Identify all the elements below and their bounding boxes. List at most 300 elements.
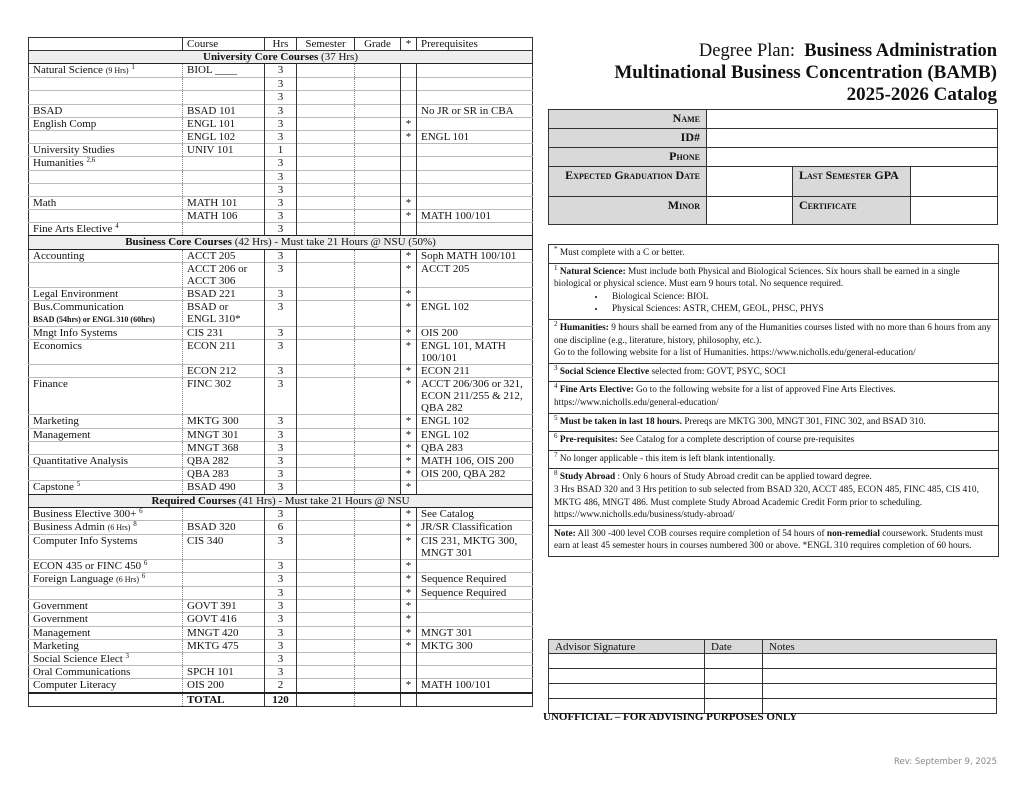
grade-cell[interactable] [355,287,401,300]
course-code: MATH 101 [183,196,265,209]
grade-cell[interactable] [355,327,401,340]
footnote-heading: Note: [554,528,576,539]
notes-header: Notes [763,640,997,654]
semester-cell[interactable] [297,287,355,300]
grade-cell[interactable] [355,196,401,209]
prerequisites: OIS 200 [417,327,533,340]
grade-cell[interactable] [355,157,401,170]
credit-hours: 3 [265,301,297,327]
section-header [29,51,533,64]
grade-cell[interactable] [355,441,401,454]
semester-cell[interactable] [297,223,355,236]
semester-cell[interactable] [297,600,355,613]
grade-cell[interactable] [355,378,401,415]
minor-field[interactable] [707,197,793,225]
course-row [29,415,533,428]
grade-cell[interactable] [355,249,401,262]
footnote-text: 9 hours shall be earned from any of the Humanities courses listed with no more than 6 hours from any one discipline (e.g., literature, history, philosophy, etc.). [554,322,992,346]
c-or-better-marker: * [401,365,417,378]
c-or-better-marker [401,78,417,91]
notes-cell[interactable] [763,654,997,669]
area-label: Legal Environment [33,287,119,300]
credit-hours: 3 [265,117,297,130]
area-label: Business Elective 300+ [33,507,137,520]
footnote-emphasis: non-remedial [826,528,880,539]
grade-cell[interactable] [355,520,401,534]
requirement-area [29,365,183,378]
grade-cell[interactable] [355,117,401,130]
footnote-bullets [554,291,993,316]
requirement-area [29,262,183,287]
footnote-number: 3 [554,363,558,372]
area-label: Marketing [33,639,79,652]
footnote-text: No longer applicable - this item is left blank intentionally. [559,453,776,464]
notes-cell[interactable] [763,684,997,699]
id-label: ID# [549,129,707,148]
c-or-better-marker [401,144,417,157]
prerequisites [417,117,533,130]
grade-cell[interactable] [355,91,401,104]
course-code: MNGT 368 [183,441,265,454]
credit-hours: 3 [265,534,297,559]
grade-cell[interactable] [355,223,401,236]
c-or-better-marker: * [401,559,417,572]
footnote-number: 5 [554,413,558,422]
c-or-better-marker: * [401,534,417,559]
prerequisites: ACCT 206/306 or 321, ECON 211/255 & 212, QBA 282 [417,378,533,415]
semester-cell[interactable] [297,130,355,143]
semester-cell[interactable] [297,196,355,209]
prerequisites [417,144,533,157]
last-semester-gpa-field[interactable] [911,167,998,197]
requirement-area [29,157,183,170]
c-or-better-marker: * [401,327,417,340]
course-code [183,587,265,600]
total-hours: 120 [265,693,297,707]
notes-cell[interactable] [763,699,997,714]
area-label: Oral Communications [33,666,131,679]
program-name: Business Administration [804,41,997,61]
c-or-better-marker [401,223,417,236]
semester-cell[interactable] [297,653,355,666]
course-code [183,559,265,572]
footnote-ref: 6 [139,506,143,515]
credit-hours: 3 [265,666,297,679]
semester-cell[interactable] [297,679,355,693]
course-code [183,223,265,236]
title-prefix: Degree Plan: [698,41,795,61]
header-hrs: Hrs [265,38,297,51]
course-row [29,287,533,300]
grade-cell[interactable] [355,210,401,223]
prerequisites: OIS 200, QBA 282 [417,468,533,481]
area-label: Government [33,613,88,626]
footnote-ref: 6 [141,572,146,581]
credit-hours: 3 [265,613,297,626]
date-cell[interactable] [705,654,763,669]
semester-cell[interactable] [297,666,355,679]
course-row [29,144,533,157]
credit-hours: 3 [265,454,297,467]
semester-cell[interactable] [297,340,355,365]
grade-cell[interactable] [355,507,401,520]
prerequisites: CIS 231, MKTG 300, MNGT 301 [417,534,533,559]
requirement-area [29,301,183,327]
credit-hours: 3 [265,287,297,300]
credit-hours: 3 [265,365,297,378]
course-row [29,679,533,693]
footnote [549,264,998,320]
semester-cell[interactable] [297,587,355,600]
requirement-area [29,454,183,467]
footnote-heading: Fine Arts Elective: [559,385,634,396]
course-code: MKTG 300 [183,415,265,428]
grade-cell[interactable] [355,534,401,559]
course-code [183,157,265,170]
prerequisites [417,223,533,236]
semester-cell[interactable] [297,428,355,441]
course-row [29,613,533,626]
footnote-ref: 2,6 [86,156,96,165]
footnote-text: See Catalog for a complete description of course pre-requisites [620,435,855,446]
area-label: Social Science Elect [33,653,123,665]
area-label: Business Admin [33,520,105,533]
date-cell[interactable] [705,669,763,684]
course-row [29,78,533,91]
footnote-ref: 8 [133,519,137,528]
area-label: BSAD [33,104,63,117]
certificate-field[interactable] [911,197,998,225]
footnote-number: 4 [554,382,558,391]
c-or-better-marker: * [401,679,417,693]
course-code [183,78,265,91]
credit-hours: 3 [265,600,297,613]
semester-cell[interactable] [297,78,355,91]
footnote-heading: Natural Science: [559,266,626,277]
course-row [29,520,533,534]
course-code: UNIV 101 [183,144,265,157]
semester-cell[interactable] [297,468,355,481]
credit-hours: 1 [265,144,297,157]
grade-cell[interactable] [355,415,401,428]
semester-cell[interactable] [297,365,355,378]
semester-cell[interactable] [297,117,355,130]
course-code: BSAD 101 [183,104,265,117]
requirement-area [29,210,183,223]
semester-cell[interactable] [297,210,355,223]
section-title: Required Courses [151,494,236,507]
semester-cell[interactable] [297,249,355,262]
credit-hours: 3 [265,170,297,183]
requirement-area [29,573,183,587]
requirement-area [29,415,183,428]
area-label: Capstone [33,481,74,494]
area-label: Quantitative Analysis [33,454,129,467]
course-code: CIS 231 [183,327,265,340]
course-row [29,666,533,679]
course-row [29,507,533,520]
course-code: BSAD or ENGL 310* [183,301,265,327]
header-star: * [401,38,417,51]
date-cell[interactable] [705,684,763,699]
grade-cell[interactable] [355,301,401,327]
credit-hours: 3 [265,428,297,441]
area-label: English Comp [33,117,97,130]
credit-hours: 3 [265,441,297,454]
c-or-better-marker: * [401,468,417,481]
advisor-signature-cell[interactable] [549,669,705,684]
id-field[interactable] [707,129,998,148]
semester-cell[interactable] [297,170,355,183]
certificate-label: Certificate [793,197,911,225]
advisor-signature-cell[interactable] [549,684,705,699]
footnote-text: selected from: GOVT, PSYC, SOCI [651,366,786,377]
course-code: ENGL 101 [183,117,265,130]
semester-cell[interactable] [297,262,355,287]
course-row [29,104,533,117]
course-code: BSAD 320 [183,520,265,534]
course-table-body [29,51,533,707]
grade-cell[interactable] [355,653,401,666]
grade-cell[interactable] [355,365,401,378]
area-hours: (6 Hrs) [107,522,131,532]
c-or-better-marker [401,104,417,117]
prerequisites: MATH 106, OIS 200 [417,454,533,467]
semester-cell[interactable] [297,157,355,170]
degree-plan-title [614,40,997,106]
credit-hours: 3 [265,507,297,520]
header-area [29,38,183,51]
requirement-area [29,196,183,209]
course-row [29,441,533,454]
credit-hours: 3 [265,262,297,287]
course-code: SPCH 101 [183,666,265,679]
grade-cell[interactable] [355,170,401,183]
course-row [29,559,533,572]
course-row [29,600,533,613]
course-code [183,91,265,104]
bullet-item: • Physical Sciences: ASTR, CHEM, GEOL, PHSC, PHYS [606,303,993,316]
prerequisites [417,613,533,626]
revision-date: Rev: September 9, 2025 [893,757,997,767]
unofficial-disclaimer: UNOFFICIAL – FOR ADVISING PURPOSES ONLY [543,711,798,723]
area-label: ECON 435 or FINC 450 [33,559,142,572]
footnote-ref: 6 [143,558,148,567]
bullet-item: • Biological Science: BIOL [606,291,993,304]
course-code: MNGT 301 [183,428,265,441]
semester-cell[interactable] [297,454,355,467]
semester-cell[interactable] [297,378,355,415]
footnote-number: 1 [554,263,558,272]
course-code: BIOL ____ [183,64,265,78]
semester-cell[interactable] [297,415,355,428]
course-code [183,170,265,183]
footnote-text: Must include both Physical and Biological Sciences. Six hours shall be earned in a single biological or physical science. Must earn 9 hours total. No sequence required. [554,266,960,290]
expected-graduation-field[interactable] [707,167,793,197]
semester-cell[interactable] [297,520,355,534]
area-label: Bus.Communication [33,301,124,313]
grade-cell[interactable] [355,600,401,613]
prerequisites: Sequence Required [417,573,533,587]
grade-cell[interactable] [355,454,401,467]
footnote-number: 6 [554,432,558,441]
semester-cell[interactable] [297,301,355,327]
c-or-better-marker [401,653,417,666]
semester-cell[interactable] [297,507,355,520]
c-or-better-marker: * [401,130,417,143]
prerequisites: MATH 100/101 [417,210,533,223]
course-code: ACCT 205 [183,249,265,262]
requirement-area [29,481,183,494]
footnote-heading: Social Science Elective [559,366,650,377]
grade-cell[interactable] [355,78,401,91]
semester-cell[interactable] [297,144,355,157]
prerequisites: JR/SR Classification [417,520,533,534]
credit-hours: 6 [265,520,297,534]
grade-cell[interactable] [355,130,401,143]
prerequisites [417,78,533,91]
prerequisites [417,559,533,572]
area-hours: (9 Hrs) [105,66,129,76]
semester-cell[interactable] [297,104,355,117]
c-or-better-marker: * [401,481,417,494]
grade-cell[interactable] [355,587,401,600]
grade-cell[interactable] [355,183,401,196]
c-or-better-marker: * [401,454,417,467]
grade-cell[interactable] [355,262,401,287]
grade-cell[interactable] [355,104,401,117]
advisor-row [549,684,997,699]
course-code: MATH 106 [183,210,265,223]
notes-cell[interactable] [763,669,997,684]
footnote-ref: 4 [115,222,119,231]
course-code [183,507,265,520]
footnote-ref: 1 [131,63,135,72]
grade-cell[interactable] [355,573,401,587]
grade-cell[interactable] [355,679,401,693]
semester-cell[interactable] [297,183,355,196]
footnote-extra: 3 Hrs BSAD 320 and 3 Hrs petition to sub selected from BSAD 320, ACCT 485, ECON 485, FINC 485, CIS 410, MKTG 486, MNGT 486. Must complete Study Abroad Academic Credit Form prior to scheduling. https://www.nicholls.edu/business/study-abroad/ [554,484,979,521]
course-table [28,37,533,707]
course-row [29,210,533,223]
course-row [29,223,533,236]
course-row [29,428,533,441]
semester-cell[interactable] [297,481,355,494]
credit-hours: 3 [265,626,297,639]
grade-cell[interactable] [355,64,401,78]
course-code [183,653,265,666]
requirement-area [29,91,183,104]
footnote [549,245,998,264]
course-row [29,468,533,481]
semester-cell[interactable] [297,64,355,78]
semester-cell[interactable] [297,613,355,626]
c-or-better-marker: * [401,287,417,300]
grade-cell[interactable] [355,428,401,441]
grade-cell[interactable] [355,613,401,626]
course-code: MNGT 420 [183,626,265,639]
header-prerequisites: Prerequisites [417,38,533,51]
footnote-heading: Study Abroad [559,472,616,483]
c-or-better-marker [401,666,417,679]
prerequisites [417,157,533,170]
footnote-text: Must complete with a C or better. [559,248,685,258]
semester-cell[interactable] [297,559,355,572]
grade-cell[interactable] [355,666,401,679]
footnote [549,414,998,433]
footnote-number: 8 [554,469,558,478]
grade-cell[interactable] [355,626,401,639]
prerequisites: MNGT 301 [417,626,533,639]
credit-hours: 2 [265,679,297,693]
footnote-extra: Go to the following website for a list of Humanities. https://www.nicholls.edu/general-education/ [554,348,916,359]
prerequisites: MATH 100/101 [417,679,533,693]
course-code: MKTG 475 [183,639,265,652]
credit-hours: 3 [265,64,297,78]
semester-cell[interactable] [297,441,355,454]
phone-field[interactable] [707,148,998,167]
date-header: Date [705,640,763,654]
advisor-signature-cell[interactable] [549,654,705,669]
grade-cell[interactable] [355,468,401,481]
semester-cell[interactable] [297,91,355,104]
semester-cell[interactable] [297,573,355,587]
semester-cell[interactable] [297,639,355,652]
requirement-area [29,327,183,340]
footnote [549,469,998,525]
semester-cell[interactable] [297,327,355,340]
grade-cell[interactable] [355,340,401,365]
c-or-better-marker: * [401,639,417,652]
requirement-area [29,428,183,441]
c-or-better-marker: * [401,520,417,534]
grade-cell[interactable] [355,639,401,652]
course-code: ACCT 206 or ACCT 306 [183,262,265,287]
grade-cell[interactable] [355,559,401,572]
advisor-row [549,669,997,684]
credit-hours: 3 [265,481,297,494]
semester-cell[interactable] [297,626,355,639]
course-code: GOVT 391 [183,600,265,613]
semester-cell[interactable] [297,534,355,559]
advisor-row [549,654,997,669]
footnote-text-cont: coursework. Students must earn at least 45 semester hours in courses numbered 300 or above. *ENGL 310 requires completion of 60 hours. [554,528,983,552]
section-title: University Core Courses [203,51,319,63]
course-row [29,249,533,262]
expected-graduation-label: Expected Graduation Date [549,167,707,197]
credit-hours: 3 [265,415,297,428]
c-or-better-marker: * [401,613,417,626]
footnote-text: : Only 6 hours of Study Abroad credit can be applied toward degree. [617,472,872,483]
advisor-signature-header: Advisor Signature [549,640,705,654]
credit-hours: 3 [265,130,297,143]
credit-hours: 3 [265,223,297,236]
area-label: Math [33,196,57,209]
requirement-area [29,378,183,415]
c-or-better-marker: * [401,301,417,327]
requirement-area [29,679,183,693]
total-label: TOTAL [183,693,265,707]
course-row [29,481,533,494]
credit-hours: 3 [265,210,297,223]
prerequisites: ACCT 205 [417,262,533,287]
prerequisites: ECON 211 [417,365,533,378]
grade-cell[interactable] [355,144,401,157]
requirement-area [29,666,183,679]
grade-cell[interactable] [355,481,401,494]
prerequisites [417,64,533,78]
name-field[interactable] [707,110,998,129]
